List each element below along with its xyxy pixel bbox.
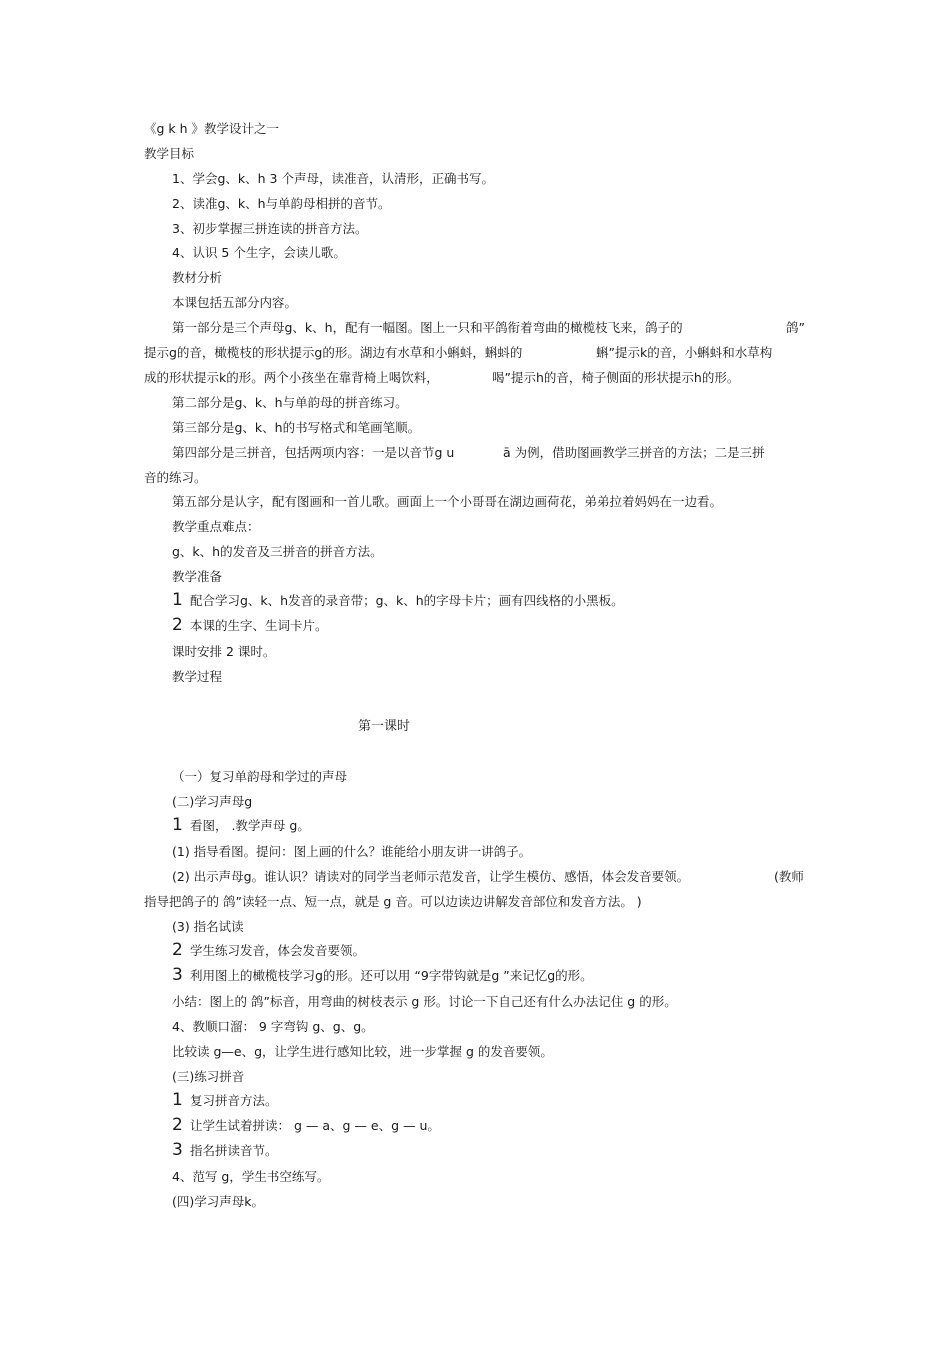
keypoints-heading: 教学重点难点： [172, 519, 260, 534]
paragraph-line: 4、范写 g，学生书空练写。 [172, 1169, 330, 1184]
list-text: 让学生试着拼读： g — a、g — e、g — u。 [189, 1118, 440, 1133]
list-number: 1 [172, 1090, 183, 1110]
paragraph-line: 第五部分是认字，配有图画和一首儿歌。画面上一个小哥哥在湖边画荷花，弟弟拉着妈妈在一边看。 [172, 494, 723, 509]
paragraph-line: 第三部分是g、k、h的书写格式和笔画笔顺。 [172, 420, 421, 435]
goals-heading: 教学目标 [144, 146, 195, 161]
paragraph-line: 4、教顺口溜： 9 字弯钩 g、g、g。 [172, 1019, 374, 1034]
goal-item: 1、学会g、k、h 3 个声母，读准音，认清形，正确书写。 [172, 171, 494, 186]
step-heading: (三)练习拼音 [172, 1069, 245, 1084]
list-number: 2 [172, 1115, 183, 1135]
list-item [172, 592, 624, 609]
step-heading: (四)学习声母k。 [172, 1194, 264, 1209]
list-text: 本课的生字、生词卡片。 [189, 618, 328, 633]
keypoints-text: g、k、h的发音及三拼音的拼音方法。 [172, 544, 383, 559]
list-number: 2 [172, 615, 183, 635]
paragraph-line: 蝌”提示k的音，小蝌蚪和水草构 [596, 345, 773, 360]
paragraph-line: (3) 指名试读 [172, 919, 244, 934]
goal-item: 4、认识 5 个生字，会读儿歌。 [172, 245, 346, 260]
list-text: 学生练习发音，体会发音要领。 [189, 943, 365, 958]
schedule-text: 课时安排 2 课时。 [172, 644, 276, 659]
paragraph-line: 比较读 g—e、g，让学生进行感知比较，进一步掌握 g 的发音要领。 [172, 1044, 553, 1059]
list-item [172, 1092, 278, 1109]
paragraph-line: 第二部分是g、k、h与单韵母的拼音练习。 [172, 395, 408, 410]
paragraph-line: 提示g的音，橄榄枝的形状提示g的形。湖边有水草和小蝌蚪，蝌蚪的 [144, 345, 523, 360]
list-text: 看图， .教学声母 g。 [189, 818, 310, 833]
paragraph-line: ā 为例，借助图画教学三拼音的方法；二是三拼 [503, 445, 765, 460]
list-number: 1 [172, 815, 183, 835]
prep-heading: 教学准备 [172, 569, 223, 584]
paragraph-line: 鸽” [786, 320, 805, 335]
step-heading: (二)学习声母g [172, 794, 253, 809]
step-heading: （一）复习单韵母和学过的声母 [172, 769, 348, 784]
list-text: 指名拼读音节。 [189, 1143, 278, 1158]
list-text: 利用图上的橄榄枝学习g的形。还可以用 “9字带钩就是g ”来记忆g的形。 [189, 968, 593, 983]
list-item [172, 967, 593, 984]
list-number: 2 [172, 940, 183, 960]
lesson-title: 第一课时 [358, 719, 411, 734]
list-number: 3 [172, 1140, 183, 1160]
paragraph-line: 成的形状提示k的形。两个小孩坐在靠背椅上喝饮料， [144, 370, 439, 385]
paragraph-line: (教师 [774, 869, 804, 884]
analysis-heading: 教材分析 [172, 270, 223, 285]
paragraph-line: 第四部分是三拼音，包括两项内容：一是以音节g u [172, 445, 455, 460]
goal-item: 2、读准g、k、h与单韵母相拼的音节。 [172, 196, 391, 211]
list-item [172, 1117, 440, 1134]
list-number: 3 [172, 965, 183, 985]
paragraph-line: 喝”提示h的音，椅子侧面的形状提示h的形。 [492, 370, 740, 385]
paragraph-line: 音的练习。 [144, 470, 207, 485]
list-number: 1 [172, 590, 183, 610]
list-item [172, 1142, 278, 1159]
paragraph-line: 指导把鸽子的 鸽”读轻一点、短一点，就是 g 音。可以边读边讲解发音部位和发音方法。 ) [144, 894, 642, 909]
summary-text: 小结：图上的 鸽”标音，用弯曲的树枝表示 g 形。讨论一下自己还有什么办法记住 g 的形。 [172, 994, 677, 1009]
list-text: 复习拼音方法。 [189, 1093, 278, 1108]
process-heading: 教学过程 [172, 669, 223, 684]
list-item [172, 817, 310, 834]
paragraph-line: (2) 出示声母g。谁认识？请读对的同学当老师示范发音，让学生模仿、感悟，体会发音要领。 [172, 869, 690, 884]
list-item [172, 617, 328, 634]
paragraph-line: (1) 指导看图。提问：图上画的什么？谁能给小朋友讲一讲鸽子。 [172, 844, 532, 859]
list-item [172, 942, 365, 959]
goal-item: 3、初步掌握三拼连读的拼音方法。 [172, 221, 368, 236]
list-text: 配合学习g、k、h发音的录音带；g、k、h的字母卡片；画有四线格的小黑板。 [189, 593, 624, 608]
document-title: 《g k h 》教学设计之一 [144, 121, 280, 136]
analysis-intro: 本课包括五部分内容。 [172, 295, 298, 310]
paragraph-line: 第一部分是三个声母g、k、h，配有一幅图。图上一只和平鸽衔着弯曲的橄榄枝飞来，鸽子的 [172, 320, 683, 335]
